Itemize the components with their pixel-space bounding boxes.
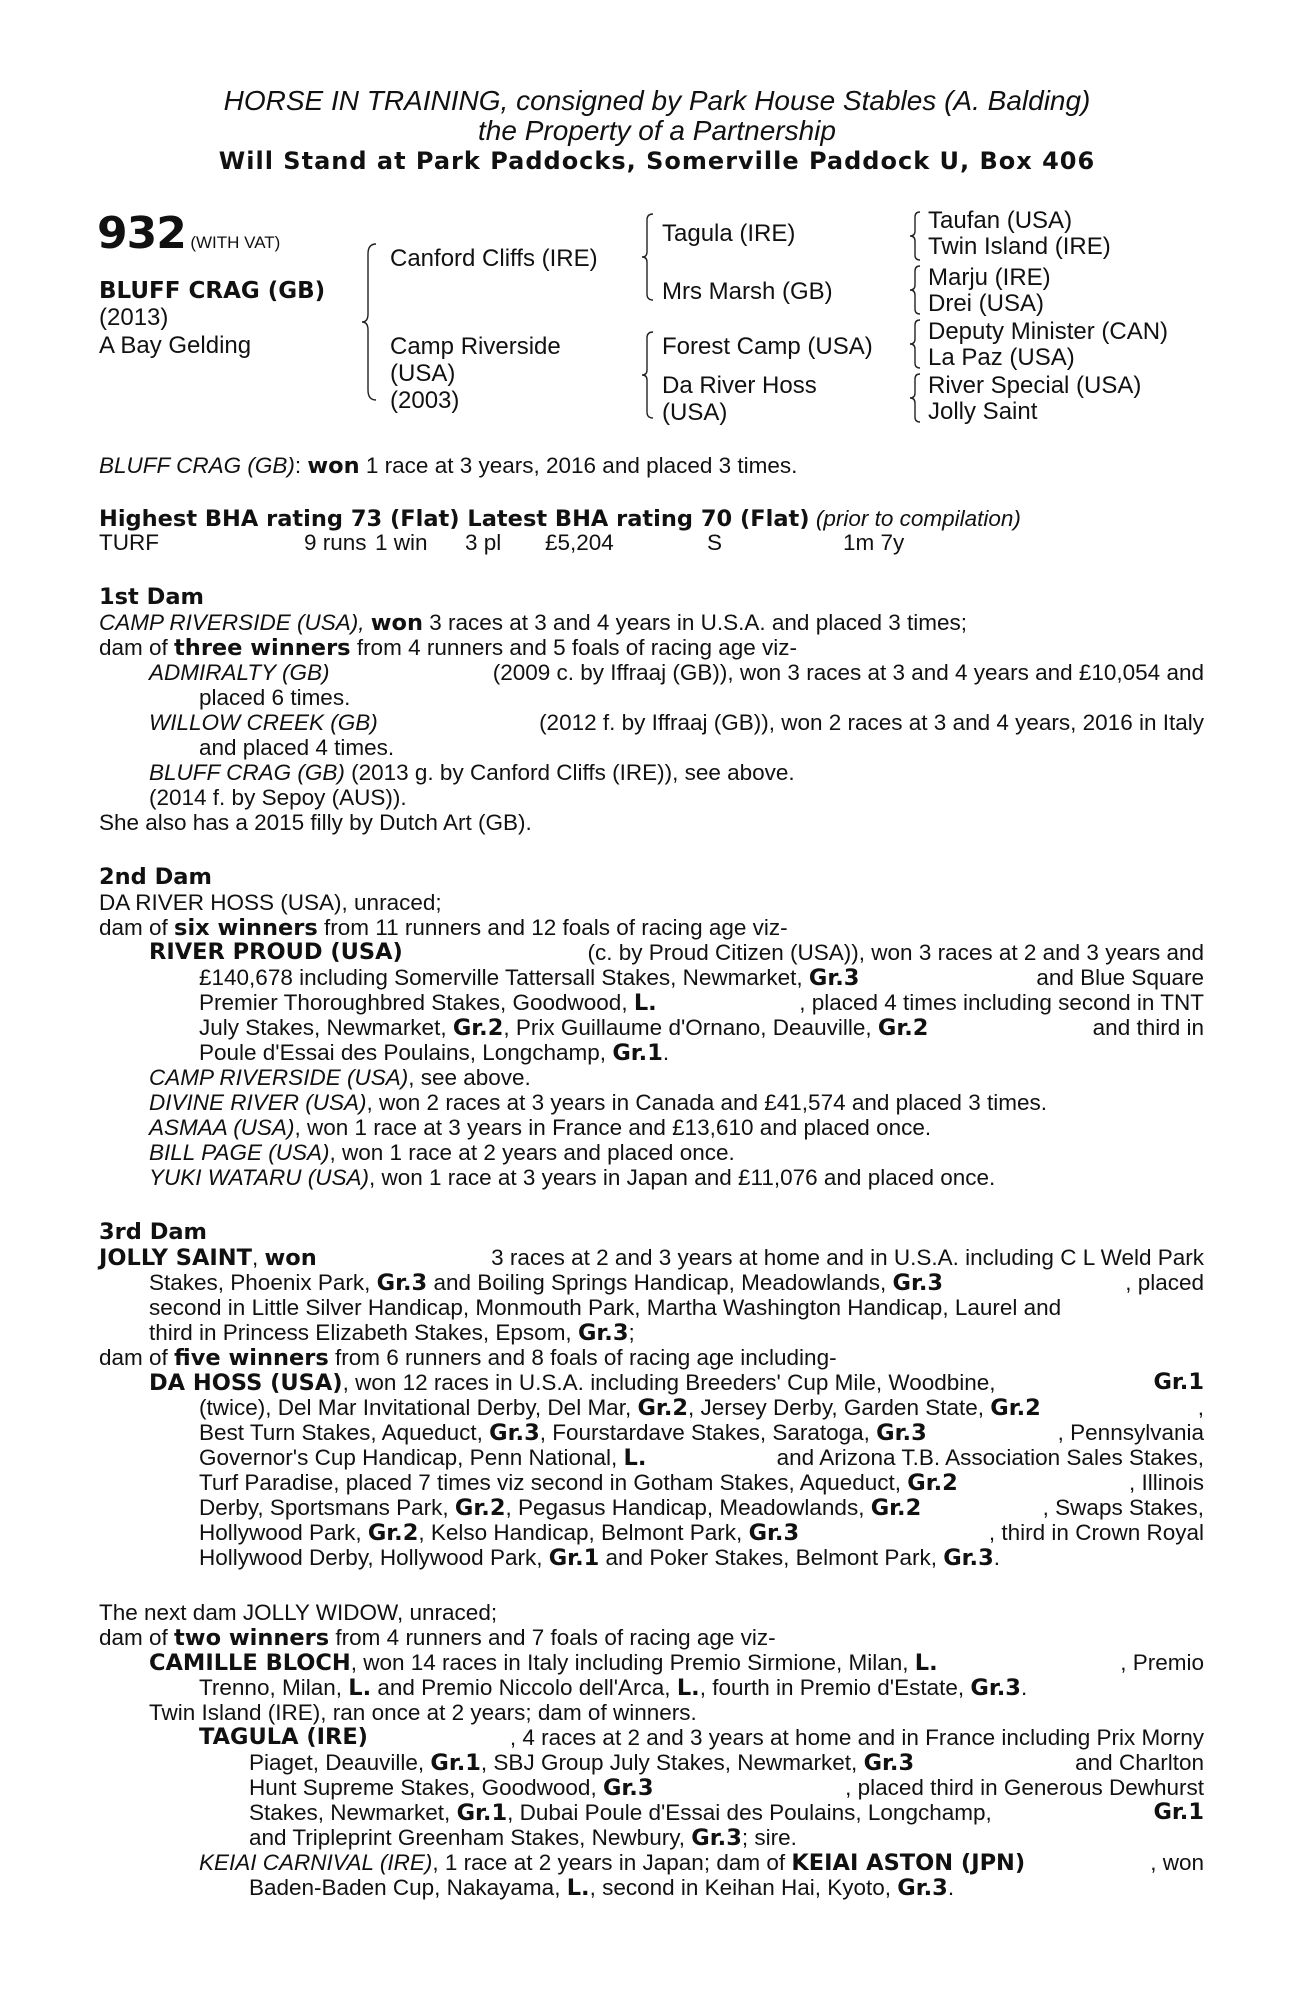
header-subtitle: the Property of a Partnership xyxy=(478,115,836,146)
produce-divine-river: DIVINE RIVER (USA), won 2 races at 3 years in Canada and £41,574 and placed 3 times. xyxy=(149,1090,1047,1115)
produce-river-proud: RIVER PROUD (USA) (c. by Proud Citizen (USA)), won 3 races at 2 and 3 years and xyxy=(149,939,1204,965)
horse-year: (2013) xyxy=(99,304,169,331)
ggp-2: Twin Island (IRE) xyxy=(928,233,1111,260)
sire-dam: Mrs Marsh (GB) xyxy=(662,278,833,305)
produce-keiai-carnival: KEIAI CARNIVAL (IRE), 1 race at 2 years in Japan; dam of KEIAI ASTON (JPN) , won xyxy=(199,1850,1204,1876)
produce-bluff-crag: BLUFF CRAG (GB) (2013 g. by Canford Cliffs (IRE)), see above. xyxy=(149,760,795,785)
ggp-brace-4 xyxy=(908,372,922,424)
turf-distance: 1m 7y xyxy=(843,530,905,555)
produce-2014-filly: (2014 f. by Sepoy (AUS)). xyxy=(149,785,407,810)
ggp-4: Drei (USA) xyxy=(928,290,1045,317)
sire-sire: Tagula (IRE) xyxy=(662,220,796,247)
lot-number-row xyxy=(97,208,280,259)
parents-brace xyxy=(360,242,380,402)
ggp-3: Marju (IRE) xyxy=(928,264,1051,291)
ggp-5: Deputy Minister (CAN) xyxy=(928,318,1169,345)
dam-country: (USA) xyxy=(390,360,456,387)
vat-note: (WITH VAT) xyxy=(190,233,281,252)
produce-asmaa: ASMAA (USA), won 1 race at 3 years in France and £13,610 and placed once. xyxy=(149,1115,932,1140)
race-summary: BLUFF CRAG (GB): won 1 race at 3 years, 2016 and placed 3 times. xyxy=(99,453,798,479)
next-dam-section: The next dam JOLLY WIDOW, unraced; dam of two winners from 4 runners and 7 foals of racing age viz- CAMILLE BLOCH, won 14 races in Italy including Premio Sirmione, Milan, L. , Premio Trenno, Milan, L. and Premio Niccolo dell'Arca, L., fourth in Premio d'Estate, Gr.3. Twin Island (IRE), ran once at 2 years; dam of winners. TAGULA (IRE) , 4 races at 2 and 3 years at home and in France including Prix Morny Piaget, Deauville, Gr.1, SBJ Group July Stakes, Newmarket, Gr.3 and Charlton Hunt Supreme Stakes, Goodwood, Gr.3 , placed third in Generous Dewhurst Stakes, Newmarket, Gr.1, Dubai Poule d'Essai des Poulains, Longchamp, Gr.1 and Tripleprint Greenham Stakes, Newbury, Gr.3; sire. KEIAI CARNIVAL (IRE), 1 race at 2 years in Japan; dam of KEIAI ASTON (JPN) , won Baden-Baden Cup, Nakayama, L., second in Keihan Hai, Kyoto, Gr.3. xyxy=(99,1600,1204,1901)
turf-surface: TURF xyxy=(99,530,159,555)
header-location: Will Stand at Park Paddocks, Somerville Paddock U, Box 406 xyxy=(218,147,1096,175)
third-dam-heading: 3rd Dam xyxy=(99,1219,207,1245)
first-dam-section: 1st Dam CAMP RIVERSIDE (USA), won 3 races at 3 and 4 years in U.S.A. and placed 3 times; dam of three winners from 4 runners and 5 foals of racing age viz- ADMIRALTY (GB) (2009 c. by Iffraaj (GB)), won 3 races at 3 and 4 years and £10,054 and placed 6 times. WILLOW CREEK (GB) (2012 f. by Iffraaj (GB)), won 2 races at 3 and 4 years, 2016 in Italy and placed 4 times. BLUFF CRAG (GB) (2013 g. by Canford Cliffs (IRE)), see above. (2014 f. by Sepoy (AUS)). She also has a 2015 filly by Dutch Art (GB). xyxy=(99,584,1204,835)
header-title: HORSE IN TRAINING, consigned by Park House Stables (A. Balding) xyxy=(223,85,1091,116)
produce-camp-riverside: CAMP RIVERSIDE (USA), see above. xyxy=(149,1065,531,1090)
dam-sire: Forest Camp (USA) xyxy=(662,333,873,360)
horse-name: BLUFF CRAG (GB) xyxy=(99,278,326,304)
bha-rating: Highest BHA rating 73 (Flat) Latest BHA rating 70 (Flat) (prior to compilation) xyxy=(99,506,1021,532)
horse-description: A Bay Gelding xyxy=(99,332,252,359)
produce-willow-creek: WILLOW CREEK (GB) (2012 f. by Iffraaj (GB)), won 2 races at 3 and 4 years, 2016 in Italy xyxy=(149,710,1204,735)
produce-bill-page: BILL PAGE (USA), won 1 race at 2 years and placed once. xyxy=(149,1140,735,1165)
dam: Camp Riverside xyxy=(390,333,561,360)
next-dam-intro: The next dam JOLLY WIDOW, unraced; xyxy=(99,1600,498,1625)
ggp-brace-3 xyxy=(908,318,922,370)
produce-yuki-wataru: YUKI WATARU (USA), won 1 race at 3 years in Japan and £11,076 and placed once. xyxy=(149,1165,996,1190)
second-dam-section: 2nd Dam DA RIVER HOSS (USA), unraced; dam of six winners from 11 runners and 12 foals of racing age viz- RIVER PROUD (USA) (c. by Proud Citizen (USA)), won 3 races at 2 and 3 years and £140,678 including Somerville Tattersall Stakes, Newmarket, Gr.3 and Blue Square Premier Thoroughbred Stakes, Goodwood, L. , placed 4 times including second in TNT July Stakes, Newmarket, Gr.2, Prix Guillaume d'Ornano, Deauville, Gr.2 and third in Poule d'Essai des Poulains, Longchamp, Gr.1. CAMP RIVERSIDE (USA), see above. DIVINE RIVER (USA), won 2 races at 3 years in Canada and £41,574 and placed 3 times. ASMAA (USA), won 1 race at 3 years in France and £13,610 and placed once. BILL PAGE (USA), won 1 race at 2 years and placed once. YUKI WATARU (USA), won 1 race at 3 years in Japan and £11,076 and placed once. xyxy=(99,864,1204,1190)
dam-brace xyxy=(640,330,656,420)
turf-runs: 9 runs xyxy=(304,530,367,555)
dam-year: (2003) xyxy=(390,387,460,414)
dam-dam-country: (USA) xyxy=(662,399,728,426)
first-dam-heading: 1st Dam xyxy=(99,584,204,610)
turf-going: S xyxy=(707,530,723,555)
ggp-7: River Special (USA) xyxy=(928,372,1142,399)
ggp-brace-2 xyxy=(908,264,922,316)
third-dam-section: 3rd Dam JOLLY SAINT, won 3 races at 2 and 3 years at home and in U.S.A. including C L Weld Park Stakes, Phoenix Park, Gr.3 and Boiling Springs Handicap, Meadowlands, Gr.3 , placed second in Little Silver Handicap, Monmouth Park, Martha Washington Handicap, Laurel and third in Princess Elizabeth Stakes, Epsom, Gr.3; dam of five winners from 6 runners and 8 foals of racing age including- DA HOSS (USA), won 12 races in U.S.A. including Breeders' Cup Mile, Woodbine, Gr.1 (twice), Del Mar Invitational Derby, Del Mar, Gr.2, Jersey Derby, Garden State, Gr.2 , Best Turn Stakes, Aqueduct, Gr.3, Fourstardave Stakes, Saratoga, Gr.3 , Pennsylvania Governor's Cup Handicap, Penn National, L. and Arizona T.B. Association Sales Stakes, Turf Paradise, placed 7 times viz second in Gotham Stakes, Aqueduct, Gr.2 , Illinois Derby, Sportsmans Park, Gr.2, Pegasus Handicap, Meadowlands, Gr.2 , Swaps Stakes, Hollywood Park, Gr.2, Kelso Handicap, Belmont Park, Gr.3 , third in Crown Royal Hollywood Derby, Hollywood Park, Gr.1 and Poker Stakes, Belmont Park, Gr.3. xyxy=(99,1219,1204,1571)
ggp-6: La Paz (USA) xyxy=(928,344,1075,371)
turf-earnings: £5,204 xyxy=(545,530,614,555)
dam-dam: Da River Hoss xyxy=(662,372,817,399)
produce-camille-bloch: CAMILLE BLOCH, won 14 races in Italy including Premio Sirmione, Milan, L. , Premio xyxy=(149,1650,1204,1676)
ggp-brace-1 xyxy=(908,210,922,262)
second-dam-heading: 2nd Dam xyxy=(99,864,212,890)
ggp-1: Taufan (USA) xyxy=(928,207,1073,234)
produce-twin-island: Twin Island (IRE), ran once at 2 years; dam of winners. xyxy=(149,1700,697,1725)
ggp-8: Jolly Saint xyxy=(928,398,1038,425)
also-note: She also has a 2015 filly by Dutch Art (GB). xyxy=(99,810,532,835)
produce-admiralty: ADMIRALTY (GB) (2009 c. by Iffraaj (GB)), won 3 races at 3 and 4 years and £10,054 and xyxy=(149,660,1204,685)
sire: Canford Cliffs (IRE) xyxy=(390,245,598,272)
produce-tagula: TAGULA (IRE) , 4 races at 2 and 3 years at home and in France including Prix Morny xyxy=(199,1724,1204,1750)
produce-da-hoss: DA HOSS (USA), won 12 races in U.S.A. including Breeders' Cup Mile, Woodbine, Gr.1 xyxy=(149,1369,1204,1396)
turf-places: 3 pl xyxy=(465,530,502,555)
lot-number: 932 xyxy=(97,208,186,259)
turf-wins: 1 win xyxy=(375,530,428,555)
jolly-saint-record: JOLLY SAINT, won 3 races at 2 and 3 years at home and in U.S.A. including C L Weld Park xyxy=(99,1245,1204,1271)
sire-brace xyxy=(640,212,656,302)
